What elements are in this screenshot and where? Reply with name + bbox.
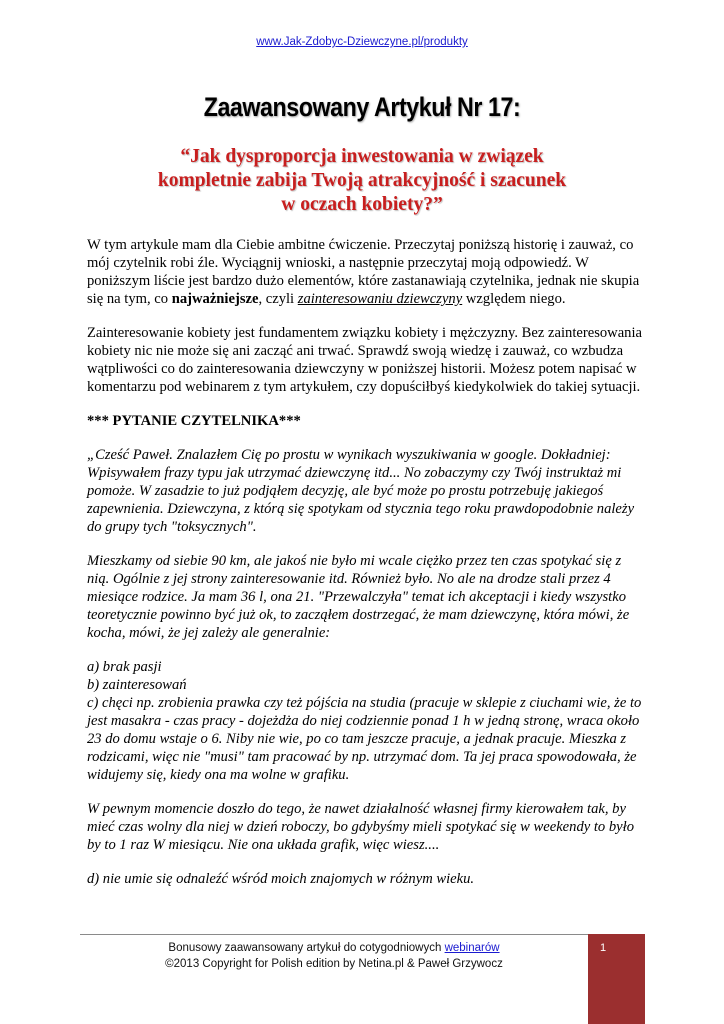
intro-bold-text: najważniejsze bbox=[171, 291, 259, 307]
footer-line-1 bbox=[80, 940, 588, 956]
intro-text-3: względem niego. bbox=[462, 291, 566, 307]
list-item-a: a) brak pasji bbox=[87, 659, 162, 675]
footer-divider bbox=[80, 934, 588, 935]
intro-text-2: , czyli bbox=[258, 291, 298, 307]
subtitle-line-3: w oczach kobiety?” bbox=[281, 194, 443, 215]
header-url-link[interactable]: www.Jak-Zdobyc-Dziewczyne.pl/produkty bbox=[256, 36, 468, 48]
article-subtitle bbox=[60, 145, 664, 217]
article-body bbox=[87, 236, 647, 904]
webinar-link[interactable]: webinarów bbox=[444, 942, 500, 954]
footer-text: Bonusowy zaawansowany artykuł do cotygodniowych bbox=[168, 942, 445, 954]
subtitle-line-2: kompletnie zabija Twoją atrakcyjność i szacunek bbox=[157, 170, 567, 191]
letter-paragraph-1: „Cześć Paweł. Znalazłem Cię po prostu w wynikach wyszukiwania w google. Dokładniej: Wpisywałem frazy typu jak utrzymać dziewczynę itd... No zobaczymy czy Twój instruktaż mi pomoże. W zasadzie to już podjąłem decyzję, ale być może po prostu potrzebuję jakiegoś zapewnienia. Dziewczyna, z którą się spotykam od stycznia tego roku prawdopodobnie należy do grupy tych "toksycznych". bbox=[87, 447, 635, 535]
intro-text-1: W tym artykule mam dla Ciebie ambitne ćwiczenie. Przeczytaj poniższą historię i zauważ, co mój czytelnik robi źle. Wyciągnij wnioski, a następnie przeczytaj moją odpowiedź. W poniższym liście jest bardzo dużo elementów, które zastanawiają czytelnika, jednak nie skupia się na tym, co bbox=[87, 237, 640, 307]
list-item-b: b) zainteresowań bbox=[87, 677, 187, 693]
footer-copyright: ©2013 Copyright for Polish edition by Netina.pl & Paweł Grzywocz bbox=[165, 958, 503, 970]
intro-underlined-text: zainteresowaniu dziewczyny bbox=[297, 291, 463, 307]
list-item-d: d) nie umie się odnaleźć wśród moich znajomych w różnym wieku. bbox=[87, 871, 475, 887]
intro-paragraph bbox=[87, 236, 647, 308]
page-number: 1 bbox=[599, 942, 607, 954]
footer bbox=[80, 940, 588, 972]
list-item-c: c) chęci np. zrobienia prawka czy też pójścia na studia (pracuje w sklepie z ciuchami wie, że to jest masakra - czas pracy - dojeżdża do niej codziennie ponad 1 h w jedną stronę, wraca około 23 do domu wstaje o 6. Niby nie wie, po co tam jeszcze pracuje, a jednak pracuje. Mieszka z rodzicami, więc nie "musi" tam pracować by np. utrzymać dom. Ta jej praca spowodowała, że widujemy się, kiedy ona ma wolne w grafiku. bbox=[87, 695, 642, 783]
page-title: Zaawansowany Artykuł Nr 17: bbox=[203, 92, 521, 122]
letter-list bbox=[87, 658, 647, 784]
question-heading: *** PYTANIE CZYTELNIKA*** bbox=[87, 413, 301, 429]
letter-paragraph-3: W pewnym momencie doszło do tego, że nawet działalność własnej firmy kierowałem tak, by mieć czas wolny dla niej w dzień roboczy, bo gdybyśmy mieli spotykać się w weekendy to było by to 1 raz W miesiącu. Nie ona układa grafik, więc wiesz.... bbox=[87, 801, 635, 853]
paragraph-2: Zainteresowanie kobiety jest fundamentem związku kobiety i mężczyzny. Bez zainteresowania kobiety nic nie może się ani zacząć ani trwać. Sprawdź swoją wiedzę i zauważ, co wzbudza wątpliwości co do zainteresowania dziewczyny w poniższej historii. Możesz potem napisać w komentarzu pod webinarem z tym artykułem, czy dopuściłbyś kiedykolwiek do takiej sytuacji. bbox=[87, 325, 643, 395]
subtitle-line-1: “Jak dysproporcja inwestowania w związek bbox=[180, 146, 544, 167]
letter-paragraph-2: Mieszkamy od siebie 90 km, ale jakoś nie było mi wcale ciężko przez ten czas spotykać się z nią. Ogólnie z jej strony zainteresowanie itd. Również było. No ale na drodze stali przez 4 miesiące rodzice. Ja mam 36 l, ona 21. "Przewalczyła" temat ich akceptacji i kiedy wszystko teoretycznie powinno być już ok, to zacząłem dostrzegać, że mam dziewczynę, która mówi, że kocha, mówi, że jej zależy ale generalnie: bbox=[87, 553, 630, 641]
